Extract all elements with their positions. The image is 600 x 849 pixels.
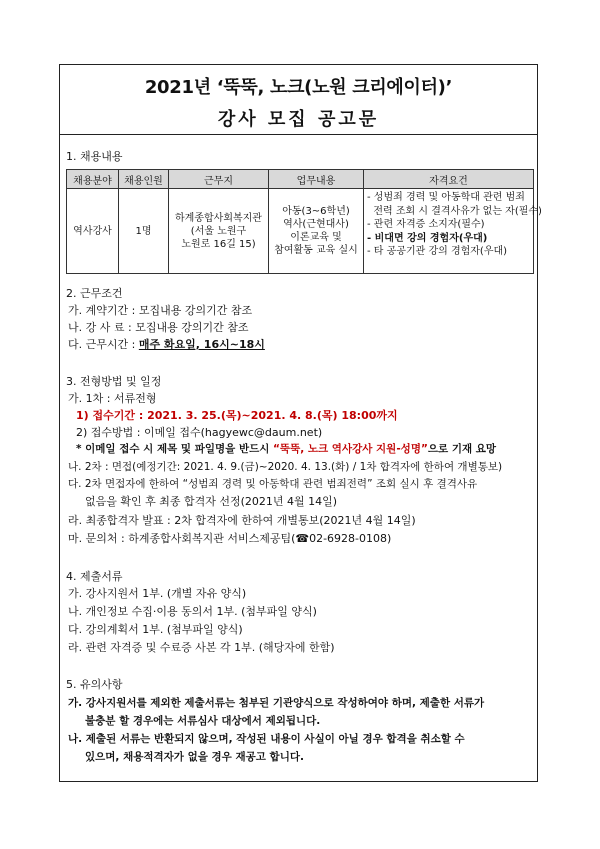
- list-item: 가. 강사지원서 1부. (개별 자유 양식): [68, 587, 247, 600]
- work-hours-value: 매주 화요일, 16시~18시: [138, 338, 265, 351]
- qualification-item: - 비대면 강의 경험자(우대): [367, 232, 488, 244]
- application-period: 1) 접수기간 : 2021. 3. 25.(목)~2021. 4. 8.(목) 18:00까지: [76, 409, 398, 422]
- caution-b-line1: 나. 제출된 서류는 반환되지 않으며, 작성된 내용이 사실이 아닐 경우 합격을 취소할 수: [68, 733, 465, 745]
- caution-b-line2: 있으며, 채용적격자가 없을 경우 재공고 합니다.: [85, 751, 304, 763]
- header-count: 채용인원: [119, 170, 169, 189]
- section5-heading: 5. 유의사항: [66, 678, 123, 691]
- section1-heading: 1. 채용내용: [66, 150, 123, 163]
- header-field: 채용분야: [67, 170, 119, 189]
- application-method: 2) 접수방법 : 이메일 접수(hagyewc@daum.net): [76, 426, 323, 439]
- header-qualifications: 자격요건: [364, 170, 534, 189]
- title-line1: 2021년 ‘뚝뚝, 노크(노원 크리에이터)’: [144, 77, 453, 98]
- header-workplace: 근무지: [169, 170, 269, 189]
- section2-heading: 2. 근무조건: [66, 287, 123, 300]
- notice-frame: [59, 64, 542, 782]
- work-hours: [68, 338, 265, 351]
- final-selection-line1: 다. 2차 면접자에 한하여 “성범죄 경력 및 아동학대 관련 범죄전력” 조회 실시 후 결격사유: [68, 478, 478, 490]
- list-item: 나. 개인정보 수집·이용 동의서 1부. (첨부파일 양식): [68, 605, 317, 618]
- cell-count: 1명: [119, 189, 169, 274]
- qualification-item: - 관련 자격증 소지자(필수): [367, 219, 485, 230]
- lecture-fee: 나. 강 사 료 : 모집내용 강의기간 참조: [68, 321, 249, 334]
- recruit-table: [66, 169, 542, 274]
- duties-line: 역사(근현대사): [283, 219, 349, 230]
- workplace-line: 하계종합사회복지관: [175, 212, 262, 224]
- email-note: [76, 443, 496, 456]
- contact-info: 마. 문의처 : 하계종합사회복지관 서비스제공팀(☎02-6928-0108): [68, 532, 392, 545]
- title-box: [60, 65, 537, 135]
- section4-heading: 4. 제출서류: [66, 570, 123, 583]
- duties-line: 이론교육 및: [290, 232, 342, 243]
- stage1: 가. 1차 : 서류전형: [68, 392, 157, 405]
- header-duties: 업무내용: [269, 170, 364, 189]
- duties-line: 아동(3~6학년): [282, 206, 350, 217]
- cell-field: 역사강사: [67, 189, 119, 274]
- caution-a-line2: 불충분 할 경우에는 서류심사 대상에서 제외됩니다.: [85, 715, 321, 727]
- list-item: 다. 강의계획서 1부. (첨부파일 양식): [68, 623, 243, 636]
- table-row: [67, 189, 534, 274]
- table-header-row: [67, 170, 534, 189]
- work-hours-label: 다. 근무시간 :: [68, 338, 139, 351]
- final-selection-line2: 없음을 확인 후 최종 합격자 선정(2021년 4월 14일): [85, 495, 338, 508]
- duties-line: 참여활동 교육 실시: [274, 245, 358, 256]
- workplace-line: (서울 노원구: [190, 225, 247, 237]
- qualification-item: 전력 조회 시 결격사유가 없는 자(필수): [367, 205, 542, 217]
- title-line2: 강사 모집 공고문: [217, 109, 380, 130]
- cell-workplace: [169, 189, 269, 274]
- final-announcement: 라. 최종합격자 발표 : 2차 합격자에 한하여 개별통보(2021년 4월 14일): [68, 514, 416, 527]
- qualification-item: - 타 공공기관 강의 경험자(우대): [367, 246, 508, 257]
- email-note-prefix: * 이메일 접수 시 제목 및 파일명을 반드시: [76, 443, 274, 455]
- qualification-item: - 성범죄 경력 및 아동학대 관련 범죄: [367, 192, 525, 203]
- caution-a-line1: 가. 강사지원서를 제외한 제출서류는 첨부된 기관양식으로 작성하여야 하며, 제출한 서류가: [68, 697, 485, 709]
- email-note-suffix: 으로 기재 요망: [427, 443, 497, 455]
- cell-qualifications: [364, 189, 542, 274]
- email-note-subject: “뚝뚝, 노크 역사강사 지원-성명”: [273, 443, 428, 455]
- list-item: 라. 관련 자격증 및 수료증 사본 각 1부. (해당자에 한함): [68, 641, 335, 654]
- workplace-line: 노원로 16길 15): [181, 238, 256, 250]
- cell-duties: [269, 189, 364, 274]
- contract-period: 가. 계약기간 : 모집내용 강의기간 참조: [68, 304, 253, 317]
- section3-heading: 3. 전형방법 및 일정: [66, 375, 162, 388]
- stage2: 나. 2차 : 면접(예정기간: 2021. 4. 9.(금)~2020. 4. 13.(화) / 1차 합격자에 한하여 개별통보): [68, 461, 503, 473]
